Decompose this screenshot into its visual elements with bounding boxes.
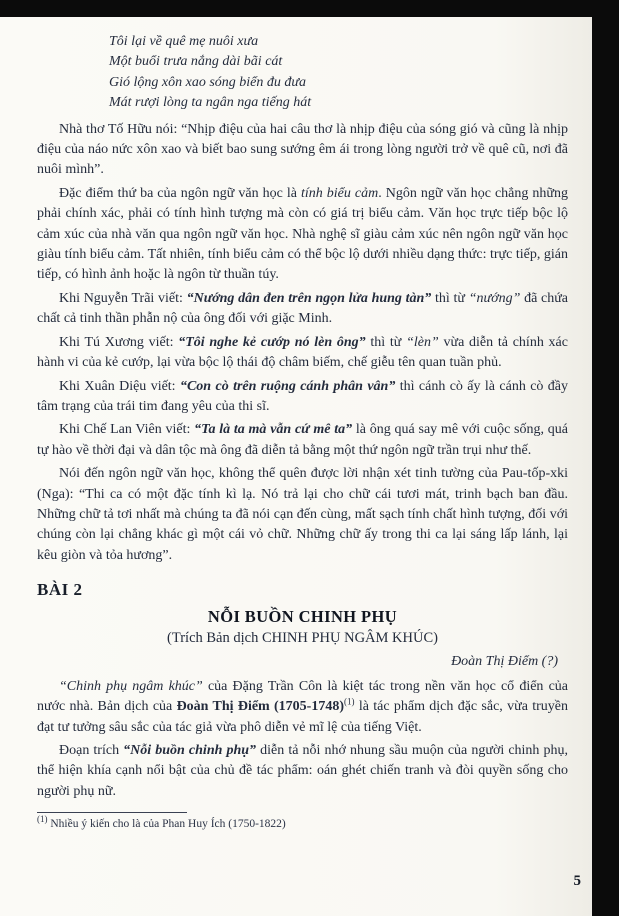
lesson-title: NỖI BUỒN CHINH PHỤ <box>207 606 398 626</box>
poem-line: Mát rượi lòng ta ngân nga tiếng hát <box>109 95 312 111</box>
term-italic: tính biểu cảm <box>300 185 379 201</box>
paragraph-text: thì từ <box>365 334 407 350</box>
footnote-text: Nhiều ý kiến cho là của Phan Huy Ích (1750-1822) <box>47 818 286 831</box>
paragraph-text: . Ngôn ngữ văn học chẳng những phải chính xác, phải có tính hình tượng mà còn có giá trị biểu cảm. Văn học trực tiếp bộc lộ cảm xúc của nhà văn qua ngôn ngữ văn học. Nhà nghệ sĩ giàu cảm xúc nên ngôn ngữ văn học giàu tính biểu cảm. Tất nhiên, tính biểu cảm có thể bộc lộ dưới nhiều dạng thức: trực tiếp, gián tiếp, có hình ảnh hoặc là ngôn từ thuần túy. <box>37 185 568 283</box>
paragraph-text: Nói đến ngôn ngữ văn học, không thể quên được lời nhận xét tinh tường của Pau-tốp-xki (Nga): “Thi ca có một đặc tính kì lạ. Nó trả lại cho chữ cái tươi mát, trinh bạch ban đầu. Những chữ tả tơi nhất mà chúng ta đã nói cạn đến cùng, mất sạch tính chất hình tượng, đối với chúng còn lại chẳng khác gì một cái vỏ chữ. Những chữ ấy trong thi ca lại sáng lấp lánh, lại kêu giòn và tỏa hương”. <box>37 466 568 563</box>
verse-quote: “Con cò trên ruộng cánh phân vân” <box>179 378 396 394</box>
paragraph-xuan-dieu <box>37 377 568 418</box>
paragraph-nguyen-trai <box>37 289 568 330</box>
paragraph-doan-trich <box>37 741 568 802</box>
lesson-subtitle: (Trích Bản dịch CHINH PHỤ NGÂM KHÚC) <box>167 629 438 646</box>
paragraph-text: là ông quá say mê với cuộc sống, quá tự hào về thời đại và dân tộc mà ông đã diễn tả bằng một thứ ngôn ngữ trần trụi như thế. <box>37 422 568 458</box>
verse-quote: “Nướng dân đen trên ngọn lửa hung tàn” <box>186 290 432 306</box>
footnote-ref: (1) <box>344 696 355 707</box>
footnote-marker: (1) <box>37 814 48 825</box>
scan-edge-right <box>592 0 619 916</box>
paragraph-text: của Đặng Trần Côn là kiệt tác trong nền văn học cổ điển của nước nhà. Bản dịch của <box>37 678 569 715</box>
paragraph-to-huu <box>37 120 568 181</box>
poem-line: Một buổi trưa nắng dài bãi cát <box>109 54 283 70</box>
footnote <box>37 812 568 832</box>
term-italic: “lèn” <box>406 334 439 350</box>
term-italic: “nướng” <box>468 290 521 306</box>
paragraph-text: diễn tả nỗi nhớ nhung sầu muộn của người chinh phụ, thể hiện khía cạnh nổi bật của chủ đề tác phẩm: oán ghét chiến tranh và đòi quyền sống cho người phụ nữ. <box>37 743 569 799</box>
work-title-italic: “Chinh phụ ngâm khúc” <box>59 678 203 694</box>
paragraph-text: thì từ <box>431 290 469 306</box>
paragraph-text: Khi Tú Xương viết: <box>59 334 179 350</box>
lesson-number-heading: BÀI 2 <box>37 580 83 600</box>
verse-quote: “Ta là ta mà vẫn cứ mê ta” <box>194 422 353 438</box>
paragraph-text: thì cánh cò ấy là cánh cò đầy tâm trạng của trái tim đang yêu của thi sĩ. <box>37 378 569 414</box>
paragraph-intro <box>37 677 568 738</box>
verse-quote: “Tôi nghe kẻ cướp nó lèn ông” <box>178 334 366 350</box>
paragraph-text: là tác phẩm dịch đặc sắc, vừa truyền đạt tư tưởng sâu sắc của tác giả vừa phô diễn vẻ mĩ lệ của tiếng Việt. <box>37 699 568 735</box>
paragraph-che-lan-vien <box>37 420 568 461</box>
paragraph-pautopxki <box>37 464 568 566</box>
page-content <box>37 26 568 832</box>
lesson-author: Đoàn Thị Điểm (?) <box>451 654 558 670</box>
page-number: 5 <box>573 873 581 889</box>
scan-edge-top <box>0 0 619 17</box>
footnote-divider <box>37 812 187 813</box>
poem-line: Gió lộng xôn xao sóng biển đu đưa <box>109 74 307 90</box>
paragraph-text: Khi Nguyễn Trãi viết: <box>59 290 187 306</box>
paragraph-bieu-cam <box>37 184 568 286</box>
paragraph-text: Nhà thơ Tố Hữu nói: “Nhịp điệu của hai câu thơ là nhịp điệu của sóng gió và cũng là nhịp điệu của náo nức xôn xao và biết bao sung sướng êm ái trong lòng người trở về quê cũ, nơi đã nuôi mình”. <box>37 121 568 178</box>
paragraph-text: vừa diễn tả chính xác hành vi của kẻ cướp, lại vừa bộc lộ thái độ châm biếm, chế giễu tên quan tuần phủ. <box>37 334 568 371</box>
poem-line: Tôi lại về quê mẹ nuôi xưa <box>109 34 259 49</box>
paragraph-text: Đoạn trích <box>59 743 124 758</box>
paragraph-text: đã chứa chất cả tinh thần phẫn nộ của ông đối với giặc Minh. <box>37 290 569 327</box>
paragraph-tu-xuong <box>37 333 568 374</box>
paragraph-text: Đặc điểm thứ ba của ngôn ngữ văn học là <box>59 185 301 201</box>
poem-block <box>109 32 568 114</box>
paragraph-text: Khi Xuân Diệu viết: <box>59 378 180 394</box>
paragraph-text: Khi Chế Lan Viên viết: <box>59 422 195 438</box>
author-name-bold: Đoàn Thị Điểm (1705-1748) <box>176 699 345 715</box>
excerpt-title-quote: “Nỗi buồn chinh phụ” <box>123 743 257 758</box>
